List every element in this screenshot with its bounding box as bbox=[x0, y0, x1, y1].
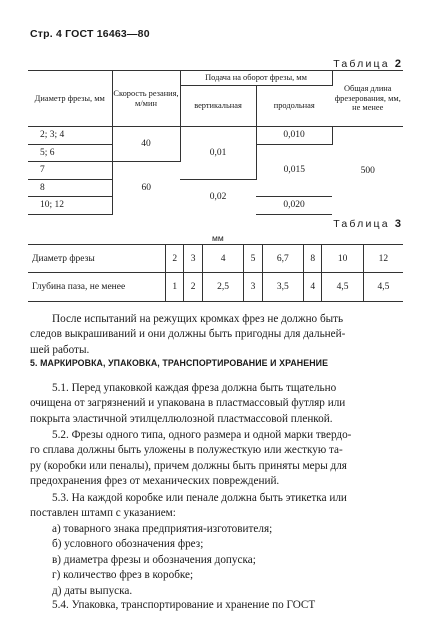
col-diameter: Диаметр фрезы, мм bbox=[28, 71, 112, 127]
cell-vertical: 0,01 bbox=[180, 127, 256, 180]
text-line: 5.4. Упаковка, транспортирование и хранение по ГОСТ bbox=[52, 599, 316, 611]
col-feed-vertical: вертикальная bbox=[180, 86, 256, 127]
table-cell: 1 bbox=[166, 273, 184, 302]
caption-number: 2 bbox=[394, 58, 401, 70]
cell-diameter: 2; 3; 4 bbox=[28, 127, 112, 145]
text-line: го сплава должны быть уложены в полужесткую или жесткую та- bbox=[30, 444, 343, 457]
row-label: Глубина паза, не менее bbox=[28, 273, 166, 302]
col-feed: Подача на оборот фрезы, мм bbox=[180, 71, 332, 86]
cell-length: 500 bbox=[360, 165, 375, 176]
table-cell: 2 bbox=[184, 273, 202, 302]
text-line: следов выкрашиваний и они должны быть пригодны для дальней- bbox=[30, 328, 346, 341]
caption-word: Таблица bbox=[333, 218, 395, 230]
table2-caption bbox=[333, 58, 401, 70]
list-item: г) количество фрез в коробке; bbox=[52, 569, 194, 582]
table-row bbox=[28, 127, 403, 145]
text-line: После испытаний на режущих кромках фрез не должно быть bbox=[52, 313, 344, 325]
table-row bbox=[28, 273, 403, 302]
table-3 bbox=[28, 244, 403, 302]
table-cell: 12 bbox=[363, 245, 403, 273]
col-feed-longitudinal: продольная bbox=[256, 86, 332, 127]
text-line: 5.1. Перед упаковкой каждая фреза должна быть тщательно bbox=[52, 382, 337, 394]
list-item: б) условного обозначения фрез; bbox=[52, 538, 204, 551]
cell-longitudinal: 0,015 bbox=[256, 144, 332, 197]
cell-diameter: 7 bbox=[28, 162, 112, 180]
table3-unit: мм bbox=[212, 233, 224, 243]
list-item: а) товарного знака предприятия-изготовителя; bbox=[52, 523, 273, 535]
table-cell: 3 bbox=[244, 273, 262, 302]
list-item: д) даты выпуска. bbox=[52, 584, 133, 597]
page-header: Стр. 4 ГОСТ 16463—80 bbox=[30, 28, 150, 40]
text-line: предохранения фрез от механических повреждений. bbox=[30, 475, 280, 488]
table-2 bbox=[28, 70, 403, 215]
text-line: 5.3. На каждой коробке или пенале должна быть этикетка или bbox=[52, 492, 347, 504]
cell-diameter: 8 bbox=[28, 179, 112, 197]
cell-speed: 60 bbox=[141, 183, 151, 193]
table-cell: 3,5 bbox=[262, 273, 303, 302]
paragraph-5-2 bbox=[30, 428, 408, 490]
text-line: очищена от загрязнений и упакована в пластмассовый футляр или bbox=[30, 397, 346, 410]
paragraph-5-1 bbox=[30, 381, 408, 427]
col-speed: Скорость резания, м/мин bbox=[112, 71, 180, 127]
table-cell: 10 bbox=[322, 245, 363, 273]
table-cell: 4,5 bbox=[322, 273, 363, 302]
after-tests-paragraph bbox=[30, 312, 408, 358]
table-cell: 2,5 bbox=[202, 273, 243, 302]
text-line: шей работы. bbox=[30, 343, 90, 356]
section-title: 5. МАРКИРОВКА, УПАКОВКА, ТРАНСПОРТИРОВАНИЕ И ХРАНЕНИЕ bbox=[30, 358, 329, 368]
paragraph-5-4 bbox=[30, 598, 408, 613]
text-line: 5.2. Фрезы одного типа, одного размера и одной марки твердо- bbox=[52, 429, 352, 441]
list-item: в) диаметра фрезы и обозначения допуска; bbox=[52, 553, 256, 566]
caption-word: Таблица bbox=[333, 58, 395, 70]
paragraph-5-3 bbox=[30, 491, 408, 522]
table-cell: 6,7 bbox=[262, 245, 303, 273]
table-row bbox=[28, 245, 403, 273]
row-label: Диаметр фрезы bbox=[28, 245, 166, 273]
cell-longitudinal: 0,010 bbox=[256, 127, 332, 145]
text-line: поставлен штамп с указанием: bbox=[30, 507, 176, 520]
table-cell: 8 bbox=[303, 245, 321, 273]
cell-longitudinal: 0,020 bbox=[256, 197, 332, 215]
text-line: ру (коробки или пеналы), причем должны быть приняты меры для bbox=[30, 459, 347, 472]
cell-diameter: 10; 12 bbox=[28, 197, 112, 215]
table-cell: 4 bbox=[303, 273, 321, 302]
text-line: покрыта эластичной этилцеллюлозной пластмассовой пленкой. bbox=[30, 412, 333, 425]
cell-diameter: 5; 6 bbox=[28, 144, 112, 162]
marking-list bbox=[30, 522, 408, 599]
table-cell: 2 bbox=[166, 245, 184, 273]
cell-vertical: 0,02 bbox=[180, 179, 256, 214]
table-cell: 5 bbox=[244, 245, 262, 273]
table-cell: 4 bbox=[202, 245, 243, 273]
caption-number: 3 bbox=[394, 218, 401, 230]
table3-caption bbox=[333, 218, 401, 230]
table-cell: 3 bbox=[184, 245, 202, 273]
col-length: Общая длина фрезерования, мм, не менее bbox=[332, 71, 403, 127]
table-cell: 4,5 bbox=[363, 273, 403, 302]
cell-speed: 40 bbox=[112, 127, 180, 162]
